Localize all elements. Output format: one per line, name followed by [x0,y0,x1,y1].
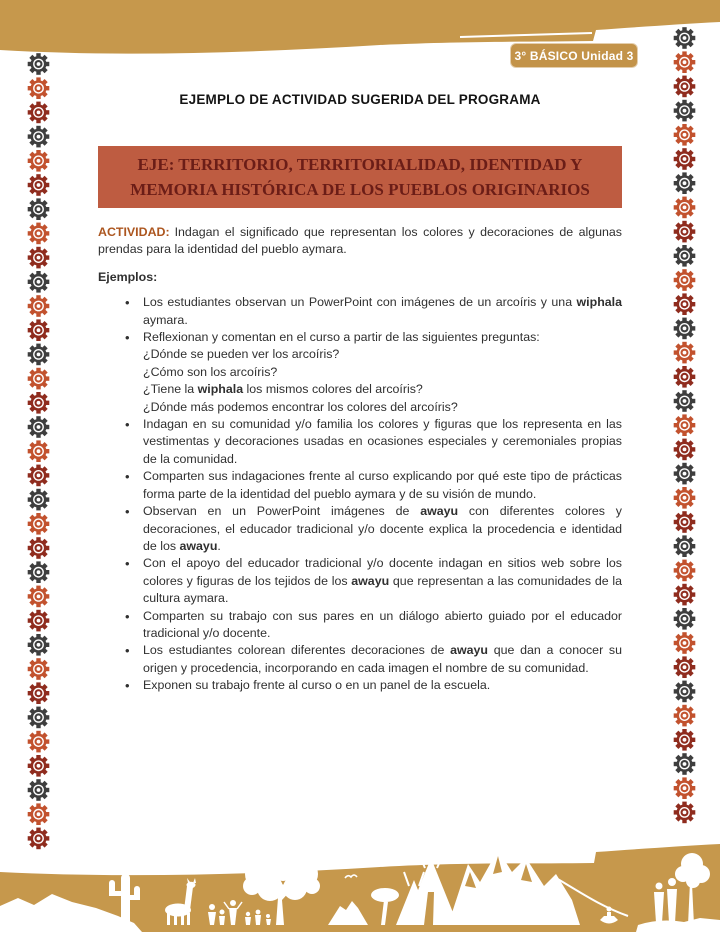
activity-content [98,224,622,695]
example-bullet-item: • Los estudiantes colorean diferentes decoraciones de awayu que dan a conocer su origen y procedencia, incorporando en cada imagen el nombre de su comunidad. [125,643,623,675]
left-border-ornament-icon [26,52,51,852]
footer-landscape-silhouette [0,822,720,932]
bullet-dot-icon: • [125,504,130,520]
example-bullet-item: • Con el apoyo del educador tradicional y/o docente indagan en sitios web sobre los colores y figuras de los tejidos de los awayu que representan a las comunidades de la cultura aymara. [125,556,622,606]
activity-text: Indagan el significado que representan los colores y decoraciones de algunas prendas para la identidad del pueblo aymara. [98,225,622,257]
eje-title-line1: EJE: TERRITORIO, TERRITORIALIDAD, IDENTIDAD Y [137,155,583,174]
bullet-dot-icon: • [125,417,130,433]
example-bullet-item: • Exponen su trabajo frente al curso o en un panel de la escuela. [125,678,491,694]
bullet-dot-icon: • [125,556,130,572]
eje-title-block [98,146,622,208]
example-bullet-item: • Los estudiantes observan un PowerPoint con imágenes de un arcoíris y una wiphala aymara. [125,295,622,327]
bullet-dot-icon: • [125,678,130,694]
unit-badge: 3° BÁSICO Unidad 3 [510,43,638,68]
eje-title-line2: MEMORIA HISTÓRICA DE LOS PUEBLOS ORIGINARIOS [130,180,590,199]
activity-paragraph [98,224,622,259]
activity-label: ACTIVIDAD: [98,225,170,239]
example-bullet-item: • Observan en un PowerPoint imágenes de awayu con diferentes colores y decoraciones, el educador tradicional y/o docente explica la procedencia e identidad de los awayu. [125,504,622,553]
bullet-dot-icon: • [125,295,130,311]
bullet-dot-icon: • [125,608,130,624]
example-bullet-item: • Comparten sus indagaciones frente al curso explicando por qué este tipo de prácticas forma parte de la identidad del pueblo aymara y de su visión de mundo. [125,469,622,501]
bullet-dot-icon: • [125,330,130,346]
examples-label: Ejemplos: [98,269,158,284]
right-border-ornament-icon [672,26,697,826]
example-bullet-item: • Comparten su trabajo con sus pares en un diálogo abierto guiado por el educador tradicional y/o docente. [125,608,622,640]
example-bullet-item: • Reflexionan y comentan en el curso a partir de las siguientes preguntas: ¿Dónde se pueden ver los arcoíris? ¿Cómo son los arcoíris? ¿Tiene la wiphala los mismos colores del arcoíris? ¿Dónde más podemos encontrar los colores del arcoíris? [125,330,540,414]
bullet-dot-icon: • [125,643,130,659]
examples-bullet-list [98,294,622,694]
example-bullet-item: • Indagan en su comunidad y/o familia los colores y figuras que los representa en las vestimentas y decoraciones usadas en ocasiones especiales y ceremoniales propias de la comunidad. [125,417,622,466]
page-title: EJEMPLO DE ACTIVIDAD SUGERIDA DEL PROGRAMA [179,92,541,107]
bullet-dot-icon: • [125,469,130,485]
